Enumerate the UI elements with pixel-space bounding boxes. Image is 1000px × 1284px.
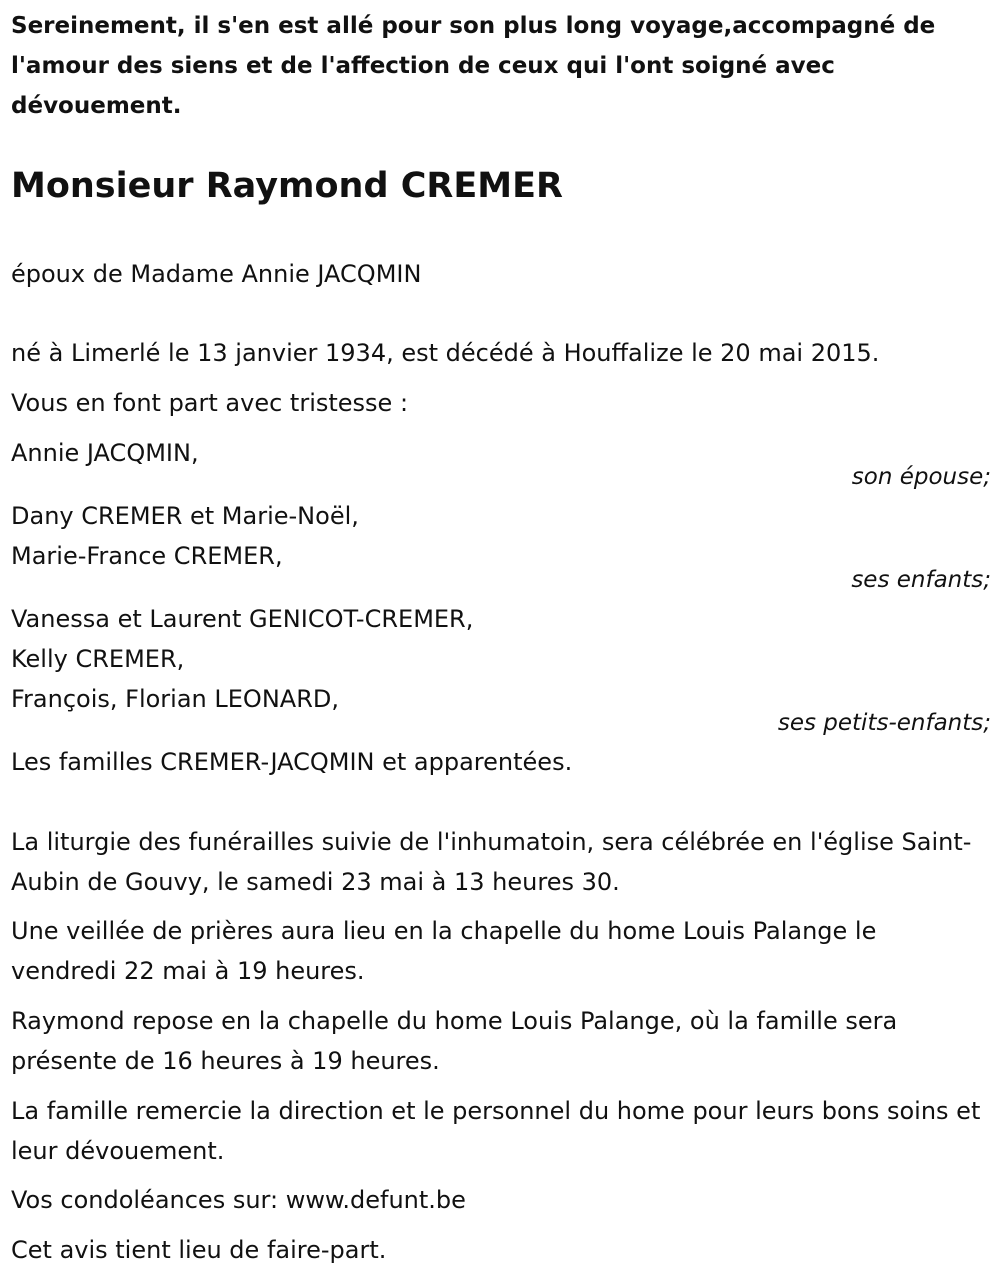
family-grandchild-name: Kelly CREMER,	[11, 645, 185, 673]
family-spouse-name: Annie JACQMIN,	[11, 439, 199, 467]
notice-line: Cet avis tient lieu de faire-part.	[11, 1236, 387, 1264]
deceased-name: Monsieur Raymond CREMER	[11, 166, 563, 206]
family-child-name: Dany CREMER et Marie-Noël,	[11, 502, 359, 530]
spouse-line: époux de Madame Annie JACQMIN	[11, 260, 422, 288]
announce-line: Vous en font part avec tristesse :	[11, 389, 409, 417]
families-line: Les familles CREMER-JACQMIN et apparentées.	[11, 748, 573, 776]
family-child-name: Marie-France CREMER,	[11, 542, 283, 570]
vigil-paragraph: Une veillée de prières aura lieu en la chapelle du home Louis Palange le vendredi 22 mai à 19 heures.	[11, 917, 877, 985]
rest-paragraph: Raymond repose en la chapelle du home Louis Palange, où la famille sera présente de 16 heures à 19 heures.	[11, 1007, 898, 1075]
thanks-paragraph: La famille remercie la direction et le personnel du home pour leurs bons soins et leur dévouement.	[11, 1097, 981, 1165]
family-grandchild-name: Vanessa et Laurent GENICOT-CREMER,	[11, 605, 474, 633]
intro-text: Sereinement, il s'en est allé pour son plus long voyage,accompagné de l'amour des siens et de l'affection de ceux qui l'ont soigné avec dévouement.	[11, 13, 936, 119]
family-grandchild-name: François, Florian LEONARD,	[11, 685, 339, 713]
liturgy-paragraph: La liturgie des funérailles suivie de l'inhumatoin, sera célébrée en l'église Saint-Aubin de Gouvy, le samedi 23 mai à 13 heures 30.	[11, 828, 972, 896]
family-spouse-role: son épouse;	[851, 464, 991, 490]
birth-death-line: né à Limerlé le 13 janvier 1934, est décédé à Houffalize le 20 mai 2015.	[11, 339, 880, 367]
family-grandchildren-role: ses petits-enfants;	[777, 710, 991, 736]
family-children-role: ses enfants;	[851, 567, 991, 593]
condolences-line: Vos condoléances sur: www.defunt.be	[11, 1186, 466, 1214]
